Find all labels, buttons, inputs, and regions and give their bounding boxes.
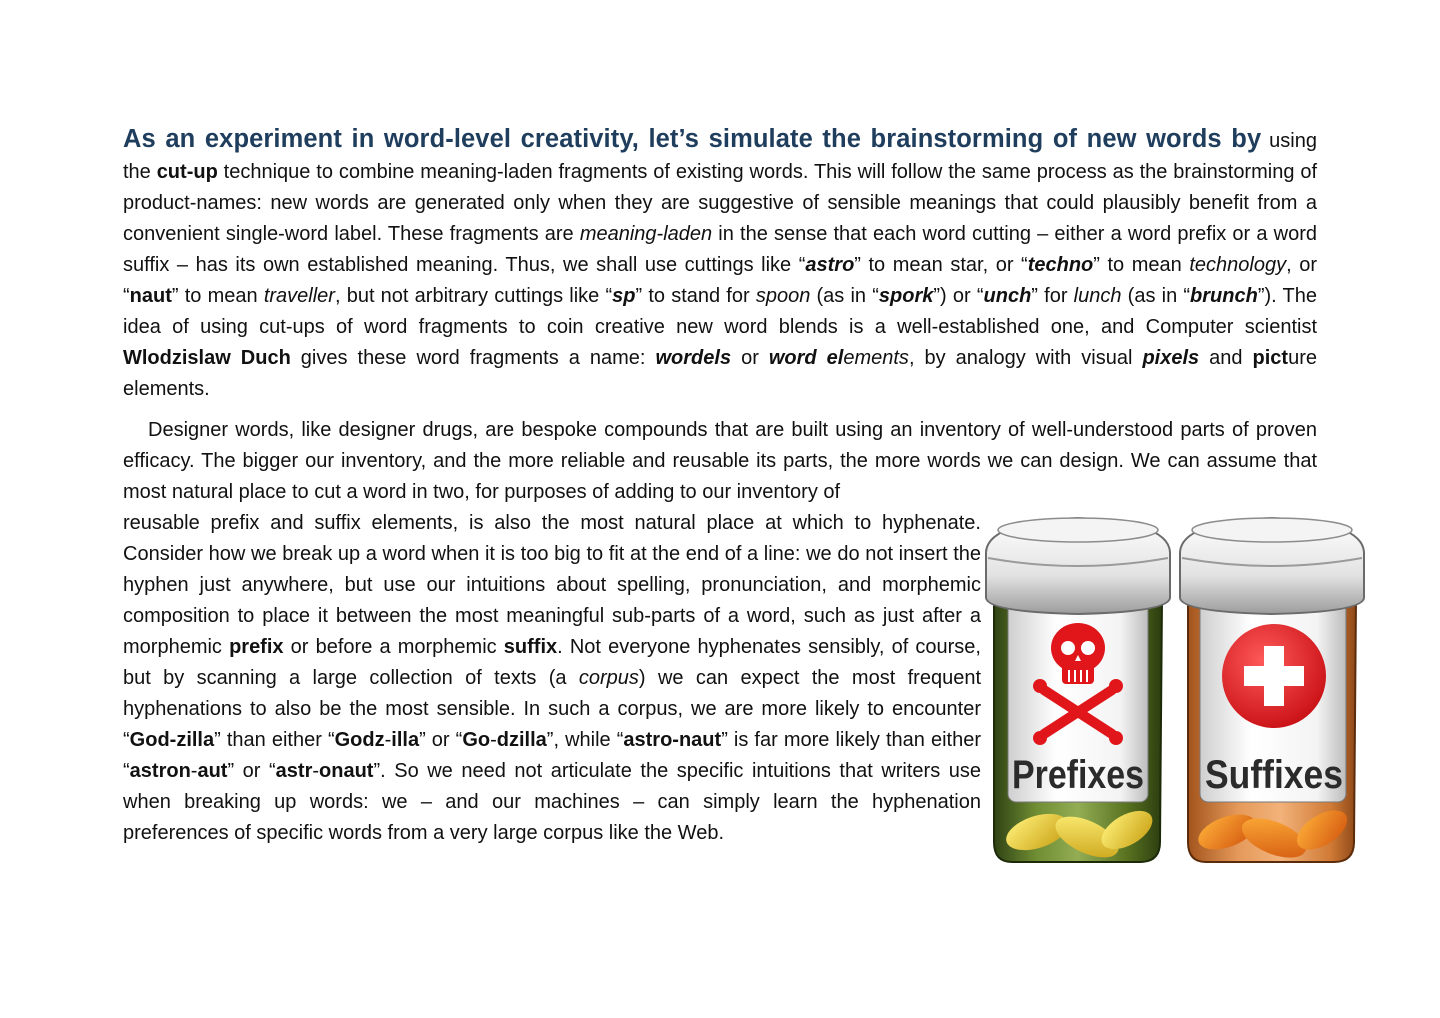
term-pict: pict (1252, 347, 1289, 369)
text-span: , by analogy with visual (908, 347, 1143, 369)
term-go: Go (462, 729, 491, 751)
text-span: ”. So we need not articulate the specific intuitions that writers use when breaking up words: we – and our machines – can simply learn the hyphenation preferences of specific words from a very large corpus like the Web. (123, 760, 981, 844)
text-span: ”) or “ (933, 285, 984, 307)
text-span: technique to combine meaning-laden fragments of existing words. This will follow the same process as the brainstorming of product-names: new words are generated only when they are suggestive of sensible meanings that could plausibly benefit from a convenient single-word label. These fragments are (123, 161, 1318, 245)
text-span: using the (123, 130, 1317, 183)
term-aut: aut (197, 760, 228, 782)
term-brunch: brunch (1190, 285, 1258, 307)
suffixes-bottle (1180, 518, 1364, 866)
text-span: or before a morphemic (283, 636, 504, 658)
term-astron: astron (129, 760, 191, 782)
text-span: - (384, 729, 392, 751)
text-span: Designer words, like designer drugs, are bespoke compounds that are built using an inventory of well-understood parts of proven efficacy. The bigger our inventory, and the more reliable and reusable its parts, the more words we can design. We can assume that most natural place to cut a word in two, for purposes of adding to our inventory of (123, 419, 1317, 503)
text-span: - (490, 729, 497, 751)
term-word-el: word el (768, 347, 844, 369)
text-span: , but not arbitrary cuttings like “ (334, 285, 613, 307)
term-techno: techno (1027, 254, 1094, 276)
text-span: , or “ (123, 254, 1317, 307)
term-cutup: cut-up (156, 161, 218, 183)
prefixes-bottle (986, 518, 1170, 866)
term-astro-naut: astro-naut (623, 729, 722, 751)
red-cross-icon (1222, 624, 1326, 728)
text-span: gives these word fragments a name: (290, 347, 656, 369)
text-span: (as in “ (1121, 285, 1191, 307)
prefixes-label: Prefixes (1012, 753, 1144, 797)
text-span: ” to stand for (635, 285, 756, 307)
term-pixels: pixels (1142, 347, 1200, 369)
term-lunch: lunch (1073, 285, 1122, 307)
text-span: reusable prefix and suffix elements, is also the most natural place at which to hyphenate. Consider how we break up a word when it is too big to fit at the end of a line: we do not insert the hyphen just anywhere, but use our intuitions about spelling, pronunciation, and morphemic composition to place it between the most meaningful sub-parts of a word, such as just after a morphemic (123, 512, 981, 658)
text-span: ” or “ (227, 760, 276, 782)
person-name: Wlodzislaw Duch (123, 347, 291, 369)
lead-sentence: As an experiment in word-level creativity, let’s simulate the brainstorming of new words by (123, 125, 1262, 153)
term-godz: Godz (334, 729, 385, 751)
pill-bottles-illustration (982, 512, 1374, 872)
text-span: ” to mean (1093, 254, 1190, 276)
paragraph-hyphenation (123, 508, 981, 849)
term-god-zilla: God-zilla (129, 729, 215, 751)
paragraph-cutup-technique (123, 124, 1317, 405)
text-span: - (190, 760, 198, 782)
term-suffix: suffix (503, 636, 558, 658)
suffixes-cap (1180, 518, 1364, 614)
text-span: in the sense that each word cutting – either a word prefix or a word suffix – has its own established meaning. Thus, we shall use cuttings like “ (123, 223, 1317, 276)
paragraph-designer-words (123, 415, 1317, 508)
term-unch: unch (983, 285, 1032, 307)
text-span: (as in “ (810, 285, 879, 307)
text-span: ” for (1031, 285, 1074, 307)
text-span: - (312, 760, 320, 782)
term-prefix: prefix (229, 636, 284, 658)
text-span: and (1199, 347, 1253, 369)
text-span: ” to mean (171, 285, 264, 307)
term-ements: ements (843, 347, 909, 369)
text-span: ” is far more likely than either “ (123, 729, 982, 782)
term-naut: naut (129, 285, 172, 307)
text-span: ) we can expect the most frequent hyphenations to also be the most sensible. In such a corpus, we are more likely to encounter “ (123, 667, 981, 751)
term-astr: astr (275, 760, 313, 782)
term-sp: sp (612, 285, 636, 307)
text-span: ” to mean star, or “ (854, 254, 1028, 276)
prefixes-cap (986, 518, 1170, 614)
text-span: ”). The idea of using cut-ups of word fragments to coin creative new word blends is a well-established one, and Computer scientist (123, 285, 1317, 338)
term-spoon: spoon (755, 285, 811, 307)
term-astro: astro (805, 254, 855, 276)
text-span: ”, while “ (546, 729, 624, 751)
term-wordels: wordels (655, 347, 732, 369)
text-span: ure elements. (123, 347, 1317, 400)
text-span: or (731, 347, 769, 369)
term-traveller: traveller (263, 285, 335, 307)
text-span: . Not everyone hyphenates sensibly, of course, but by scanning a large collection of texts (a (123, 636, 981, 689)
term-dzilla: dzilla (496, 729, 547, 751)
text-span: ” than either “ (214, 729, 335, 751)
term-technology: technology (1189, 254, 1287, 276)
term-corpus: corpus (578, 667, 639, 689)
text-span: ” or “ (419, 729, 463, 751)
term-onaut: onaut (319, 760, 374, 782)
term-meaning-laden: meaning-laden (579, 223, 713, 245)
term-illa: illa (391, 729, 420, 751)
suffixes-label: Suffixes (1205, 753, 1343, 797)
term-spork: spork (878, 285, 934, 307)
